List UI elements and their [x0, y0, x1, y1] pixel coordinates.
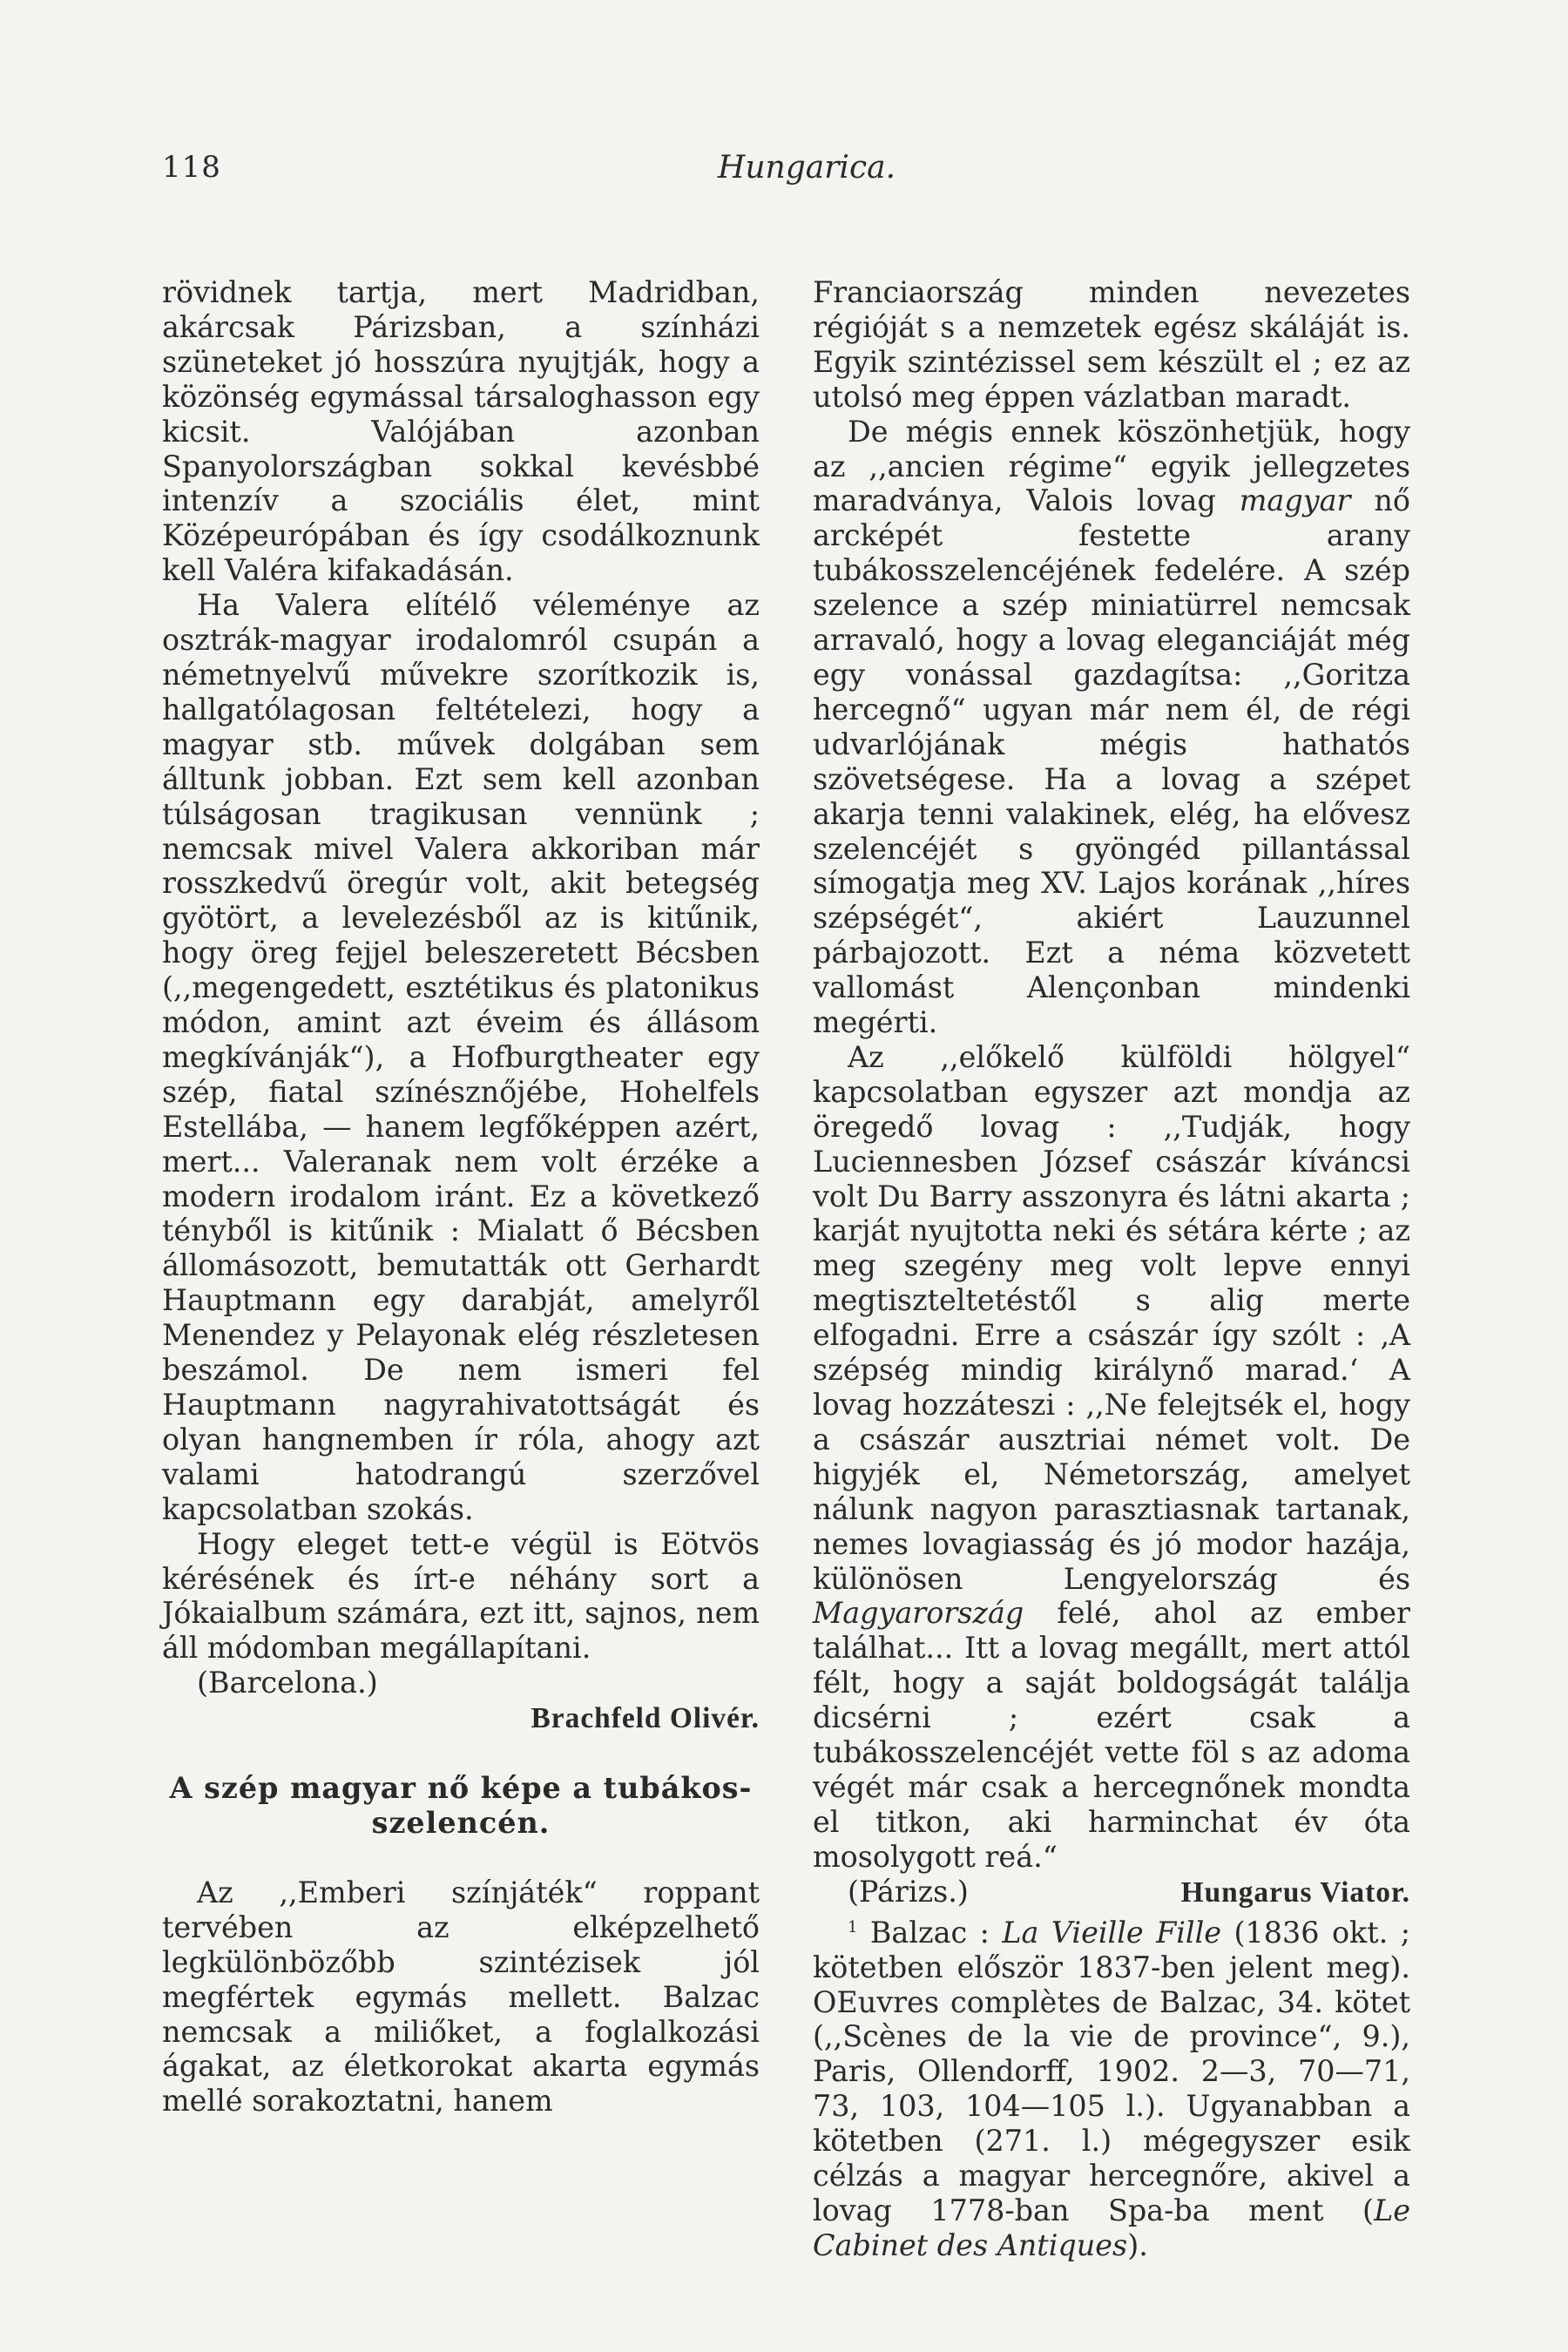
place-line: (Párizs.) [848, 1874, 969, 1909]
signature-line [162, 1700, 760, 1736]
paragraph: Franciaország minden nevezetes régióját s a nemzetek egész skáláját is. Egyik szintézissel sem készült el ; ez az utolsó meg éppen vázlatban maradt. [813, 275, 1410, 414]
page-number: 118 [162, 150, 221, 185]
emphasis: Le Cabinet des Antiques [813, 2193, 1410, 2262]
article-title-line: szelencén. [371, 1805, 551, 1840]
page-header [162, 150, 1416, 193]
author-signature: Hungarus Viator. [1180, 1876, 1410, 1909]
paragraph: Az ,,Emberi színjáték“ roppant tervében az elképzelhető legkülönbözőbb szintézisek jól megfértek egymás mellett. Balzac nemcsak a miliőket, a foglalkozási ágakat, az életkorokat akarta egymás mellé sorakoztatni, hanem [162, 1875, 760, 2119]
footnote-mark: 1 [848, 1917, 858, 1936]
text-run: felé, ahol az ember találhat... Itt a lovag megállt, mert attól félt, hogy a saját boldogságát találja dicsérni ; ezért csak a tubákosszelencéjét vette föl s az adoma végét már csak a hercegnőnek mondta el titkon, aki harminchat év óta mosolygott reá.“ [813, 1596, 1410, 1874]
paragraph: Ha Valera elítélő véleménye az osztrák-magyar irodalomról csupán a németnyelvű művekre szorítkozik is, hallgatólagosan feltételezi, hogy a magyar stb. művek dolgában sem álltunk jobban. Ezt sem kell azonban túlságosan tragikusan vennünk ; nemcsak mivel Valera akkoriban már rosszkedvű öregúr volt, akit betegség gyötört, a levelezésből az is kitűnik, hogy öreg fejjel beleszeretett Bécsben (,,megengedett, esztétikus és platonikus módon, amint azt éveim és állásom megkívánják“), a Hofburgtheater egy szép, fiatal színésznőjébe, Hohelfels Estellába, — hanem legfőképpen azért, mert... Valeranak nem volt érzéke a modern irodalom iránt. Ez a következő tényből is kitűnik : Mialatt ő Bécsben állomásozott, bemutatták ott Gerhardt Hauptmann egy darabját, amelyről Menendez y Pelayonak elég részletesen beszámol. De nem ismeri fel Hauptmann nagyrahivatottságát és olyan hangnemben ír róla, ahogy azt valami hatodrangú szerzővel kapcsolatban szokás. [162, 588, 760, 1526]
paragraph [813, 1040, 1410, 1875]
place-line: (Barcelona.) [197, 1666, 378, 1700]
text-run: De mégis ennek köszönhetjük, hogy az ,,ancien régime“ egyik jellegzetes maradványa, Valois lovag [813, 414, 1410, 518]
article-title-line: A szép magyar nő képe a tubákos- [169, 1771, 753, 1806]
author-signature: Brachfeld Olivér. [531, 1702, 760, 1735]
signature-line [813, 1875, 1410, 1910]
text-run: ). [1127, 2227, 1148, 2262]
running-title: Hungarica. [717, 150, 896, 186]
left-column [162, 275, 760, 2119]
text-run: Balzac : [857, 1915, 1003, 1950]
emphasis: magyar [1239, 483, 1351, 518]
text-run: Az ,,előkelő külföldi hölgyel“ kapcsolatban egyszer azt mondja az öregedő lovag : ,,Tudják, hogy Luciennesben József császár kíváncsi volt Du Barry asszonyra és látni akarta ; karját nyujtotta neki és sétára kérte ; az meg szegény meg volt lepve ennyi megtiszteltetéstől s alig merte elfogadni. Erre a császár így szólt : ‚A szépség mindig királynő marad.‘ A lovag hozzáteszi : ,,Ne felejtsék el, hogy a császár ausztriai német volt. De higyjék el, Németország, amelyet nálunk nagyon parasztiasnak tartanak, nemes lovagiasság és jó modor hazája, különösen Lengyelország és [813, 1039, 1410, 1596]
text-run: (1836 okt. ; kötetben először 1837-ben jelent meg). OEuvres complètes de Balzac, 34. kötet (,,Scènes de la vie de province“, 9.), Paris, Ollendorff, 1902. 2—3, 70—71, 73, 103, 104—105 l.). Ugyanabban a kötetben (271. l.) mégegyszer esik célzás a magyar hercegnőre, akivel a lovag 1778-ban Spa-ba ment ( [813, 1915, 1411, 2227]
emphasis: La Vieille Fille [1002, 1915, 1222, 1950]
footnote [813, 1910, 1410, 2263]
paragraph: Hogy eleget tett-e végül is Eötvös kérésének és írt-e néhány sort a Jókaialbum számára, ezt itt, sajnos, nem áll módomban megállapítani. [162, 1526, 760, 1666]
text-run: nő arcképét festette arany tubákosszelencéjének fedelére. A szép szelence a szép miniatürrel nemcsak arravaló, hogy a lovag eleganciáját még egy vonással gazdagítsa: ,,Goritza hercegnő“ ugyan már nem él, de régi udvarlójának mégis hathatós szövetségese. Ha a lovag a szépet akarja tenni valakinek, elég, ha elővesz szelencéjét s gyöngéd pillantással símogatja meg XV. Lajos korának ,,híres szépségét“, akiért Lauzunnel párbajozott. Ezt a néma közvetett vallomást Alençonban mindenki megérti. [813, 483, 1410, 1040]
right-column [813, 275, 1410, 2263]
article-title [162, 1771, 760, 1841]
paragraph: rövidnek tartja, mert Madridban, akárcsak Párizsban, a színházi szüneteket jó hosszúra nyujtják, hogy a közönség egymással társaloghasson egy kicsit. Valójában azonban Spanyolországban sokkal kevésbbé intenzív a szociális élet, mint Középeurópában és így csodálkoznunk kell Valéra kifakadásán. [162, 275, 760, 588]
paragraph [813, 415, 1410, 1040]
emphasis: Magyarország [813, 1596, 1024, 1631]
